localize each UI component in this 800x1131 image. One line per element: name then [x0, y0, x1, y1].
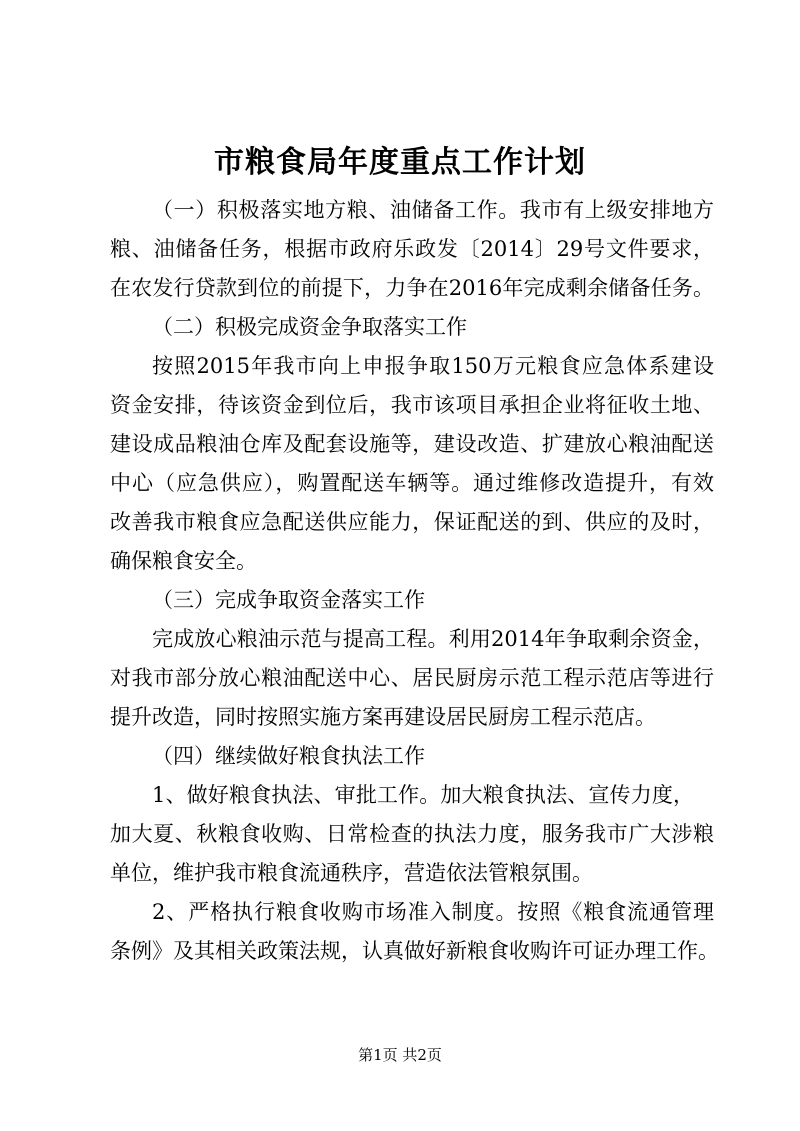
- paragraph-line: 单位，维护我市粮食流通秩序，营造依法管粮氛围。: [110, 861, 593, 885]
- paragraph-line: 在农发行贷款到位的前提下，力争在2016年完成剩余储备任务。: [110, 276, 714, 300]
- paragraph-line: 完成放心粮油示范与提高工程。利用2014年争取剩余资金，: [152, 627, 714, 651]
- document-title: 市粮食局年度重点工作计划: [214, 145, 586, 180]
- paragraph-line: 改善我市粮食应急配送供应能力，保证配送的到、供应的及时，: [110, 510, 714, 534]
- paragraph-line: 中心（应急供应），购置配送车辆等。通过维修改造提升，有效: [110, 471, 714, 495]
- paragraph-line: 按照2015年我市向上申报争取150万元粮食应急体系建设: [152, 354, 714, 378]
- paragraph-line: 粮、油储备任务，根据市政府乐政发〔2014〕29号文件要求，: [110, 237, 714, 261]
- paragraph-line: 2、严格执行粮食收购市场准入制度。按照《粮食流通管理: [152, 900, 714, 924]
- paragraph-line: 确保粮食安全。: [110, 549, 257, 573]
- paragraph-line: 资金安排，待该资金到位后，我市该项目承担企业将征收土地、: [110, 393, 714, 417]
- paragraph-line: 条例》及其相关政策法规，认真做好新粮食收购许可证办理工作。: [110, 939, 719, 963]
- paragraph-line: 对我市部分放心粮油配送中心、居民厨房示范工程示范店等进行: [110, 666, 714, 690]
- paragraph-line: 提升改造，同时按照实施方案再建设居民厨房工程示范店。: [110, 705, 656, 729]
- page-number: 第1页 共2页: [358, 1046, 442, 1064]
- section-heading: （三）完成争取资金落实工作: [152, 588, 425, 612]
- section-heading: （四）继续做好粮食执法工作: [152, 744, 425, 768]
- paragraph-line: 加大夏、秋粮食收购、日常检查的执法力度，服务我市广大涉粮: [110, 822, 714, 846]
- section-heading: （二）积极完成资金争取落实工作: [152, 315, 467, 339]
- paragraph-line: （一）积极落实地方粮、油储备工作。我市有上级安排地方: [152, 198, 714, 222]
- paragraph-line: 建设成品粮油仓库及配套设施等，建设改造、扩建放心粮油配送: [110, 432, 714, 456]
- paragraph-line: 1、做好粮食执法、审批工作。加大粮食执法、宣传力度，: [152, 783, 694, 807]
